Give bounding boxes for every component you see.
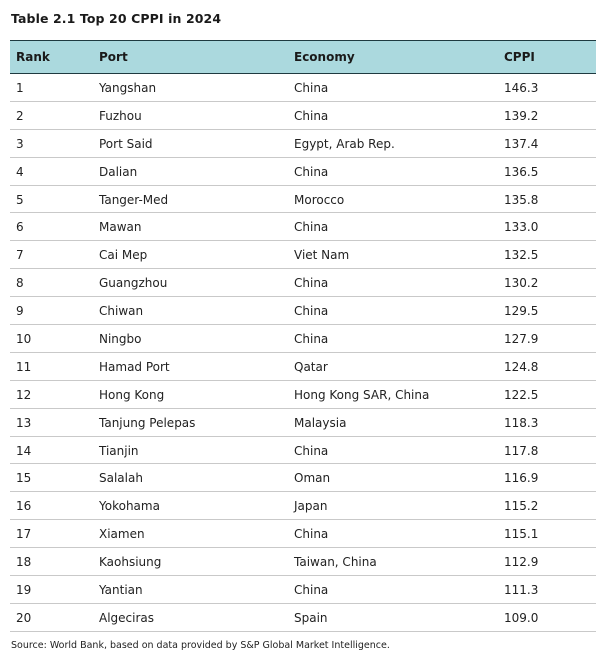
cppi-table <box>10 40 596 632</box>
cell-port: Mawan <box>99 220 142 235</box>
cell-rank: 16 <box>16 499 32 514</box>
cell-economy: Viet Nam <box>294 248 350 263</box>
cell-port: Cai Mep <box>99 248 148 263</box>
cell-economy: China <box>294 583 329 598</box>
table-row <box>10 492 596 520</box>
cell-rank: 6 <box>16 220 24 235</box>
cell-rank: 17 <box>16 527 32 542</box>
table-row <box>10 353 596 381</box>
cell-economy: Qatar <box>294 359 328 374</box>
cell-port: Tanjung Pelepas <box>99 415 196 430</box>
cell-economy: China <box>294 220 329 235</box>
cell-rank: 10 <box>16 332 32 347</box>
cell-cppi: 117.8 <box>504 443 539 458</box>
cell-rank: 1 <box>16 81 24 95</box>
cell-cppi: 137.4 <box>504 136 539 151</box>
cell-rank: 12 <box>16 387 32 402</box>
table-row <box>10 297 596 325</box>
cell-cppi: 122.5 <box>504 387 539 402</box>
cell-port: Port Said <box>99 136 153 151</box>
cell-cppi: 130.2 <box>504 276 539 291</box>
cell-port: Hamad Port <box>99 359 170 374</box>
cell-economy: Hong Kong SAR, China <box>294 387 430 402</box>
cell-cppi: 124.8 <box>504 359 539 374</box>
cell-rank: 14 <box>16 443 32 458</box>
cell-cppi: 133.0 <box>504 220 539 235</box>
cell-rank: 5 <box>16 192 24 207</box>
cell-economy: Egypt, Arab Rep. <box>294 136 395 151</box>
cell-rank: 13 <box>16 415 32 430</box>
table-row <box>10 381 596 409</box>
cell-economy: China <box>294 332 329 347</box>
table-row <box>10 186 596 214</box>
header-economy: Economy <box>294 50 355 64</box>
table-row <box>10 74 596 102</box>
cell-economy: Taiwan, China <box>294 555 377 570</box>
cell-economy: China <box>294 276 329 291</box>
cell-economy: Spain <box>294 610 328 625</box>
cell-rank: 7 <box>16 248 24 263</box>
cell-economy: China <box>294 108 329 123</box>
cell-cppi: 115.2 <box>504 499 539 514</box>
cell-cppi: 127.9 <box>504 332 539 347</box>
table-row <box>10 548 596 576</box>
table-row <box>10 325 596 353</box>
cell-economy: China <box>294 164 329 179</box>
table-row <box>10 130 596 158</box>
cell-economy: China <box>294 81 329 95</box>
table-row <box>10 576 596 604</box>
cell-port: Kaohsiung <box>99 555 162 570</box>
table-row <box>10 269 596 297</box>
table-header <box>10 41 596 74</box>
cell-cppi: 129.5 <box>504 304 539 319</box>
cell-cppi: 146.3 <box>504 81 539 95</box>
header-cppi: CPPI <box>504 50 535 64</box>
cell-port: Salalah <box>99 471 143 486</box>
cell-cppi: 109.0 <box>504 610 539 625</box>
cell-rank: 2 <box>16 108 24 123</box>
cell-port: Yangshan <box>99 81 157 95</box>
cell-rank: 4 <box>16 164 24 179</box>
table-title: Table 2.1 Top 20 CPPI in 2024 <box>11 11 222 26</box>
cell-port: Algeciras <box>99 610 155 625</box>
cell-port: Hong Kong <box>99 387 165 402</box>
cell-port: Yantian <box>99 583 143 598</box>
cell-port: Dalian <box>99 164 138 179</box>
cell-rank: 20 <box>16 610 32 625</box>
cell-cppi: 135.8 <box>504 192 539 207</box>
cell-rank: 9 <box>16 304 24 319</box>
cell-cppi: 112.9 <box>504 555 539 570</box>
table-row <box>10 241 596 269</box>
table-row <box>10 464 596 492</box>
cell-economy: Japan <box>294 499 328 514</box>
cell-rank: 11 <box>16 359 32 374</box>
cell-cppi: 115.1 <box>504 527 539 542</box>
source-note: Source: World Bank, based on data provided by S&P Global Market Intelligence. <box>11 640 390 651</box>
table-row <box>10 213 596 241</box>
cell-port: Guangzhou <box>99 276 168 291</box>
cell-cppi: 111.3 <box>504 583 539 598</box>
cell-rank: 8 <box>16 276 24 291</box>
table-row <box>10 604 596 632</box>
cell-economy: Oman <box>294 471 331 486</box>
cell-port: Fuzhou <box>99 108 142 123</box>
cell-rank: 3 <box>16 136 24 151</box>
cell-port: Xiamen <box>99 527 145 542</box>
cell-port: Yokohama <box>99 499 160 514</box>
cell-economy: China <box>294 443 329 458</box>
cell-port: Tianjin <box>99 443 139 458</box>
cell-economy: China <box>294 304 329 319</box>
table-body <box>10 74 596 632</box>
cell-rank: 19 <box>16 583 32 598</box>
header-port: Port <box>99 50 128 64</box>
cell-cppi: 136.5 <box>504 164 539 179</box>
cell-port: Chiwan <box>99 304 144 319</box>
table-row <box>10 437 596 465</box>
header-rank: Rank <box>16 50 50 64</box>
cell-cppi: 118.3 <box>504 415 539 430</box>
cell-rank: 15 <box>16 471 32 486</box>
cell-cppi: 132.5 <box>504 248 539 263</box>
table-row <box>10 158 596 186</box>
cell-economy: China <box>294 527 329 542</box>
cell-cppi: 116.9 <box>504 471 539 486</box>
table-row <box>10 409 596 437</box>
cell-rank: 18 <box>16 555 32 570</box>
cell-port: Tanger-Med <box>99 192 169 207</box>
cell-port: Ningbo <box>99 332 142 347</box>
table-row <box>10 520 596 548</box>
table-row <box>10 102 596 130</box>
cell-economy: Morocco <box>294 192 345 207</box>
cell-economy: Malaysia <box>294 415 347 430</box>
cell-cppi: 139.2 <box>504 108 539 123</box>
